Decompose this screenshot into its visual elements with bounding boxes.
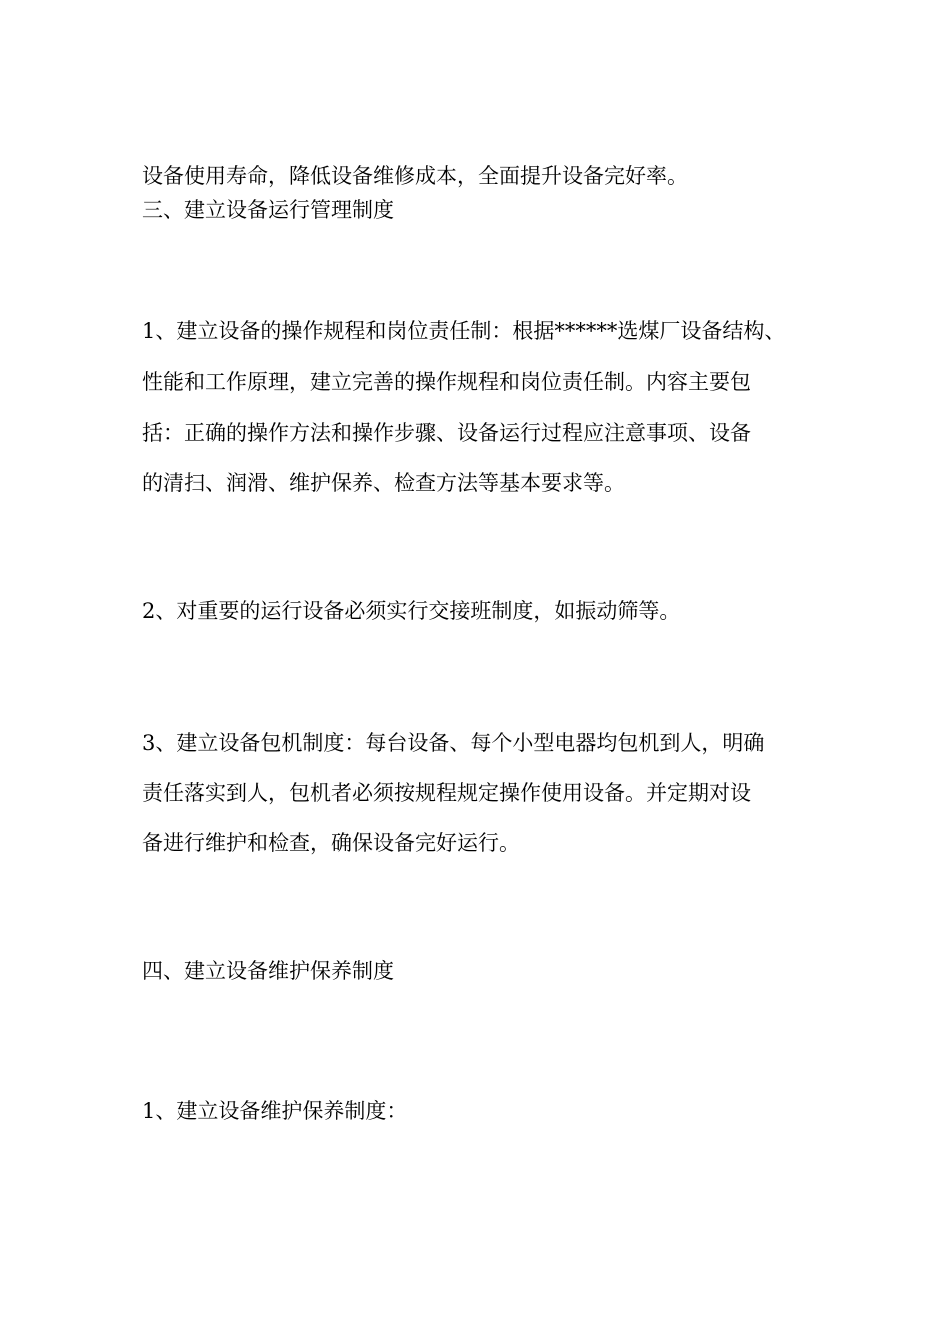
text-line: 设备使用寿命，降低设备维修成本，全面提升设备完好率。: [142, 164, 688, 188]
text-line: 备进行维护和检查，确保设备完好运行。: [142, 831, 520, 855]
text-line: 性能和工作原理，建立完善的操作规程和岗位责任制。内容主要包: [142, 370, 751, 394]
text-line: 责任落实到人，包机者必须按规程规定操作使用设备。并定期对设: [142, 781, 751, 805]
text-line: 3、建立设备包机制度：每台设备、每个小型电器均包机到人，明确: [142, 731, 765, 755]
text-line: 的清扫、润滑、维护保养、检查方法等基本要求等。: [142, 471, 625, 495]
text-line: 括：正确的操作方法和操作步骤、设备运行过程应注意事项、设备: [142, 421, 751, 445]
text-line: 2、对重要的运行设备必须实行交接班制度，如振动筛等。: [142, 599, 681, 623]
section-heading: 三、建立设备运行管理制度: [142, 198, 394, 222]
section-heading: 四、建立设备维护保养制度: [142, 959, 394, 983]
text-line: 1、建立设备维护保养制度：: [142, 1099, 408, 1123]
text-line: 1、建立设备的操作规程和岗位责任制：根据******选煤厂设备结构、: [142, 319, 786, 343]
